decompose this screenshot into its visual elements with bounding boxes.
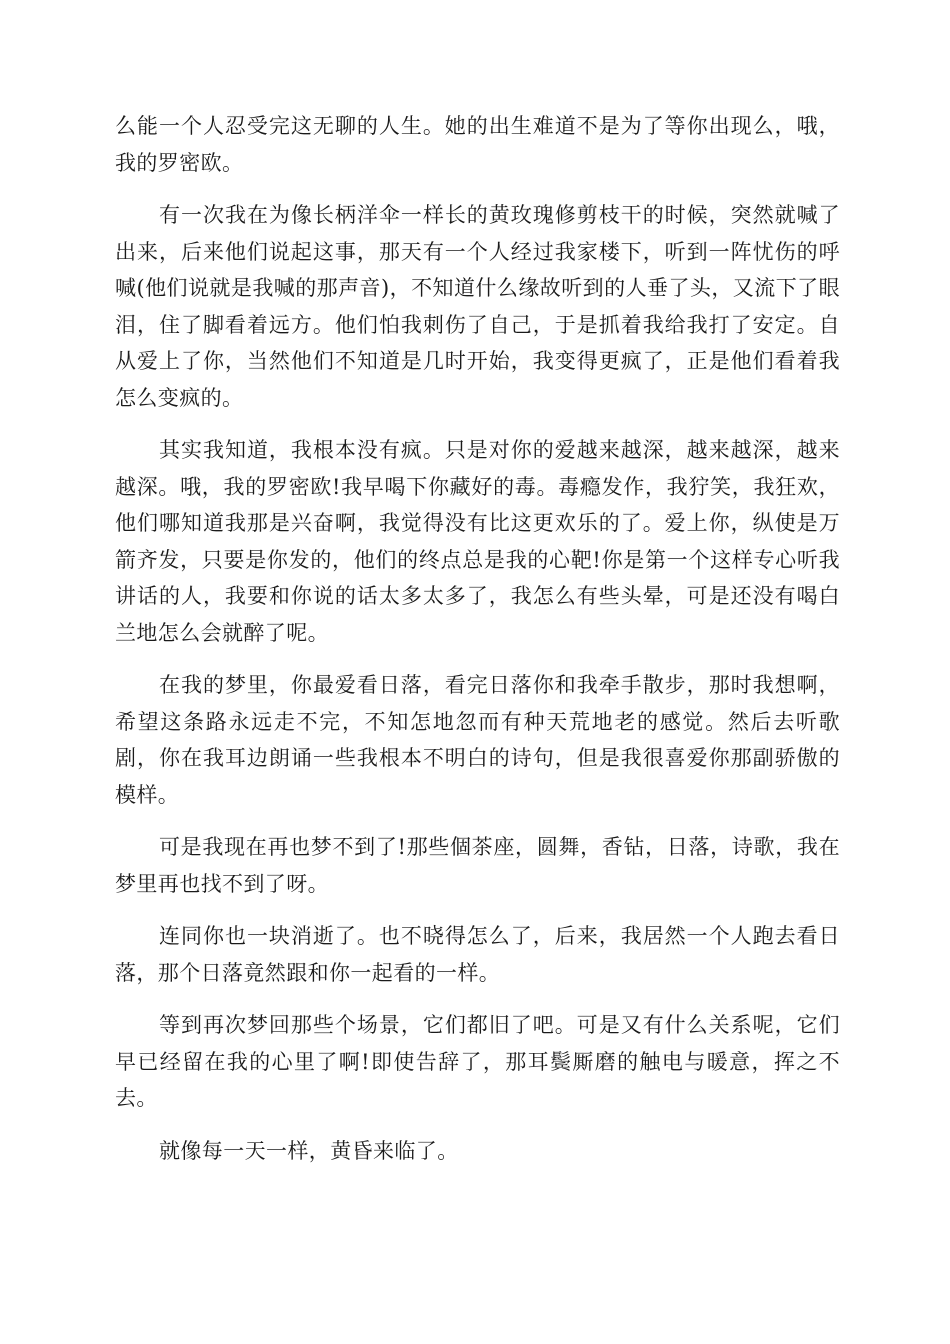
- paragraph-8: 就像每一天一样，黄昏来临了。: [159, 1138, 459, 1163]
- document-page: [115, 108, 840, 1185]
- paragraph-5: 可是我现在再也梦不到了!那些個茶座，圆舞，香钻，日落，诗歌，我在梦里再也找不到了呀。: [115, 835, 840, 896]
- paragraph-1: 么能一个人忍受完这无聊的人生。她的出生难道不是为了等你出现么，哦，我的罗密欧。: [115, 114, 840, 175]
- paragraph-6: 连同你也一块消逝了。也不晓得怎么了，后来，我居然一个人跑去看日落，那个日落竟然跟和你一起看的一样。: [115, 924, 840, 985]
- paragraph-4: 在我的梦里，你最爱看日落，看完日落你和我牵手散步，那时我想啊，希望这条路永远走不完，不知怎地忽而有种天荒地老的感觉。然后去听歌剧，你在我耳边朗诵一些我根本不明白的诗句，但是我很喜爱你那副骄傲的模样。: [115, 673, 840, 807]
- paragraph-2: 有一次我在为像长柄洋伞一样长的黄玫瑰修剪枝干的时候，突然就喊了出来，后来他们说起这事，那天有一个人经过我家楼下，听到一阵忧伤的呼喊(他们说就是我喊的那声音)，不知道什么缘故听到的人垂了头，又流下了眼泪，住了脚看着远方。他们怕我刺伤了自己，于是抓着我给我打了安定。自从爱上了你，当然他们不知道是几时开始，我变得更疯了，正是他们看着我怎么变疯的。: [115, 203, 840, 410]
- paragraph-3: 其实我知道，我根本没有疯。只是对你的爱越来越深，越来越深，越来越深。哦，我的罗密欧!我早喝下你藏好的毒。毒瘾发作，我狞笑，我狂欢，他们哪知道我那是兴奋啊，我觉得没有比这更欢乐的了。爱上你，纵使是万箭齐发，只要是你发的，他们的终点总是我的心靶!你是第一个这样专心听我讲话的人，我要和你说的话太多太多了，我怎么有些头晕，可是还没有喝白兰地怎么会就醉了呢。: [115, 438, 840, 645]
- paragraph-7: 等到再次梦回那些个场景，它们都旧了吧。可是又有什么关系呢，它们早已经留在我的心里了啊!即使告辞了，那耳鬓厮磨的触电与暖意，挥之不去。: [115, 1013, 840, 1110]
